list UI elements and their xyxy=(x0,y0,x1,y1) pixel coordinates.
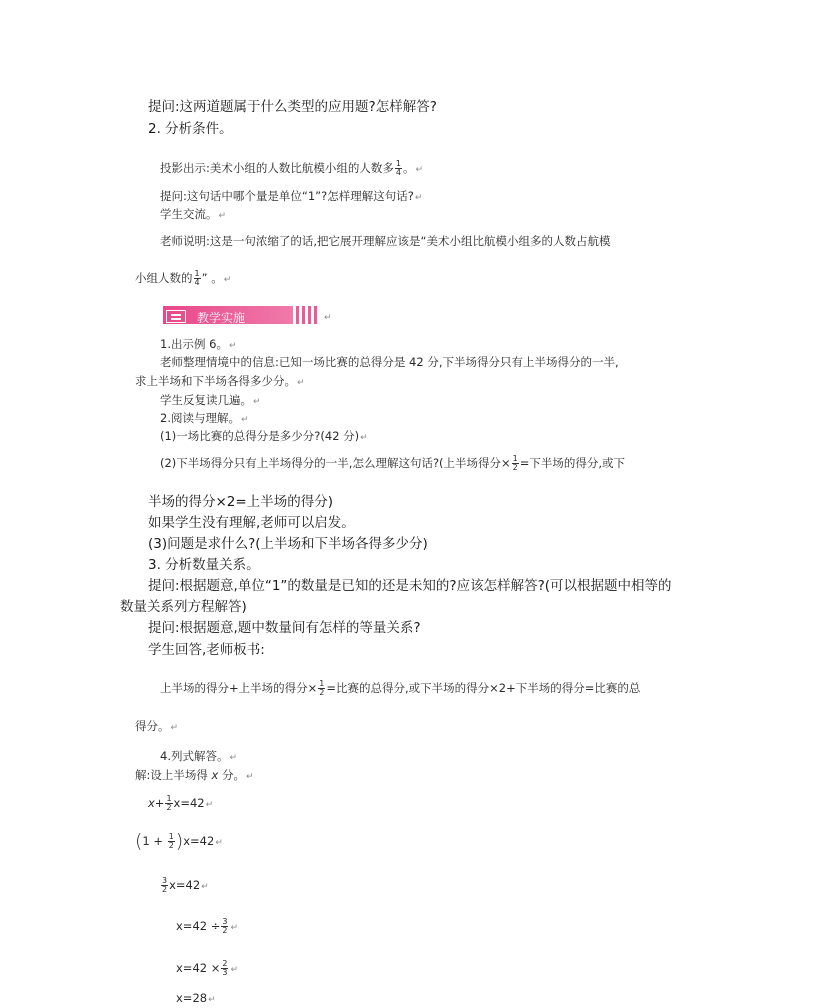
text-line: 半场的得分×2=上半场的得分) xyxy=(148,494,333,510)
fraction: $\frac{1}{2}$ xyxy=(512,454,518,472)
fraction: $\frac{2}{3}$ xyxy=(222,959,228,977)
text-line: (1)一场比赛的总得分是多少分?(42 分)↵ xyxy=(160,429,368,443)
paragraph-mark-icon: ↵ xyxy=(228,341,237,351)
banner-stripe xyxy=(302,306,305,324)
fraction: $\frac{1}{2}$ xyxy=(168,832,174,850)
equation-line: x+ $\frac{1}{2}$ x=42↵ xyxy=(148,794,214,812)
fraction: $\frac{1}{2}$ xyxy=(319,679,325,697)
paragraph-mark-icon: ↵ xyxy=(415,165,424,175)
text-line: 提问:这两道题属于什么类型的应用题?怎样解答? xyxy=(148,99,437,115)
paragraph-mark-icon: ↵ xyxy=(240,415,249,425)
equation-line: x=42 ÷ $\frac{3}{2}$ ↵ xyxy=(176,917,239,935)
banner-stripe xyxy=(296,306,299,324)
text-line: 提问:这句话中哪个量是单位“1”?怎样理解这句话?↵ xyxy=(160,189,423,203)
fraction: $\frac{1}{4}$ xyxy=(395,159,401,177)
text-line: 解:设上半场得 x 分。↵ xyxy=(135,768,254,782)
fraction: $\frac{3}{2}$ xyxy=(162,876,168,894)
banner-stripe xyxy=(308,306,311,324)
fraction: $\frac{1}{2}$ xyxy=(166,794,172,812)
paragraph-mark-icon: ↵ xyxy=(297,378,305,388)
paragraph-mark-icon: ↵ xyxy=(246,772,254,782)
equation-line: (1 + $\frac{1}{2}$ )x=42↵ xyxy=(135,830,223,852)
text-line: 老师说明:这是一句浓缩了的话,把它展开理解应该是“美术小组比航模小组多的人数占航模 xyxy=(160,234,611,248)
paragraph-mark-icon: ↵ xyxy=(170,723,179,733)
paragraph-mark-icon: ↵ xyxy=(414,193,423,203)
paragraph-mark-icon: ↵ xyxy=(230,923,239,933)
text-line: 求上半场和下半场各得多少分。↵ xyxy=(135,374,305,388)
paragraph-mark-icon: ↵ xyxy=(230,965,239,975)
paragraph-mark-icon: ↵ xyxy=(223,275,232,285)
text-line xyxy=(160,160,423,177)
text-line: 上半场的得分+上半场的得分× $\frac{1}{2}$ =比赛的总得分,或下半场的得分×2+下半场的得分=比赛的总 xyxy=(160,679,641,697)
text-line: 2. 分析条件。 xyxy=(148,121,233,137)
equation-line: $\frac{3}{2}$ x=42↵ xyxy=(162,876,209,894)
section-banner xyxy=(163,305,332,325)
paragraph-mark-icon: ↵ xyxy=(201,882,209,892)
section-banner-tab xyxy=(163,306,293,324)
paragraph-mark-icon: ↵ xyxy=(218,211,227,221)
fraction: $\frac{3}{2}$ xyxy=(222,917,228,935)
text-line: 学生反复读几遍。↵ xyxy=(160,393,261,407)
text-line: (2)下半场得分只有上半场得分的一半,怎么理解这句话?(上半场得分× $\frac{1}{2}$ =下半场的得分,或下 xyxy=(160,454,626,472)
paragraph-mark-icon: ↵ xyxy=(229,753,238,763)
paragraph-mark-icon: ↵ xyxy=(205,800,214,810)
text-line: 提问:根据题意,单位“1”的数量是已知的还是未知的?应该怎样解答?(可以根据题中相等的 xyxy=(148,578,672,594)
paragraph-mark-icon: ↵ xyxy=(253,397,261,407)
text-line: 得分。↵ xyxy=(135,719,179,733)
text-line: 小组人数的 $\frac{1}{4}$ ” 。↵ xyxy=(135,269,232,287)
text-line: 如果学生没有理解,老师可以启发。 xyxy=(148,515,355,531)
fraction: $\frac{1}{4}$ xyxy=(194,269,200,287)
text-line: 老师整理情境中的信息:已知一场比赛的总得分是 42 分,下半场得分只有上半场得分的一半, xyxy=(160,355,619,369)
paragraph-mark-icon: ↵ xyxy=(208,995,216,1005)
banner-stripe xyxy=(314,306,317,324)
text-line: 数量关系列方程解答) xyxy=(120,599,247,615)
equation-line: x=42 × $\frac{2}{3}$ ↵ xyxy=(176,959,239,977)
paragraph-mark-icon: ↵ xyxy=(215,838,223,848)
text-line: 学生回答,老师板书: xyxy=(148,642,265,658)
text-line: 1.出示例 6。↵ xyxy=(160,337,237,351)
equation-line: x=28↵ xyxy=(176,991,216,1005)
text-line: 学生交流。↵ xyxy=(160,207,227,221)
text-segment: 投影出示:美术小组的人数比航模小组的人数多 xyxy=(160,161,394,175)
section-banner-title: 教学实施 xyxy=(197,311,246,325)
section-number-icon xyxy=(166,310,186,323)
text-line: 4.列式解答。↵ xyxy=(160,749,238,763)
text-line: 3. 分析数量关系。 xyxy=(148,557,260,573)
text-line: 2.阅读与理解。↵ xyxy=(160,411,249,425)
text-line: (3)问题是求什么?(上半场和下半场各得多少分) xyxy=(148,536,428,552)
text-line: 提问:根据题意,题中数量间有怎样的等量关系? xyxy=(148,620,421,636)
paragraph-mark-icon: ↵ xyxy=(324,313,332,323)
paragraph-mark-icon: ↵ xyxy=(360,433,368,443)
text-segment: 。 xyxy=(402,161,415,175)
